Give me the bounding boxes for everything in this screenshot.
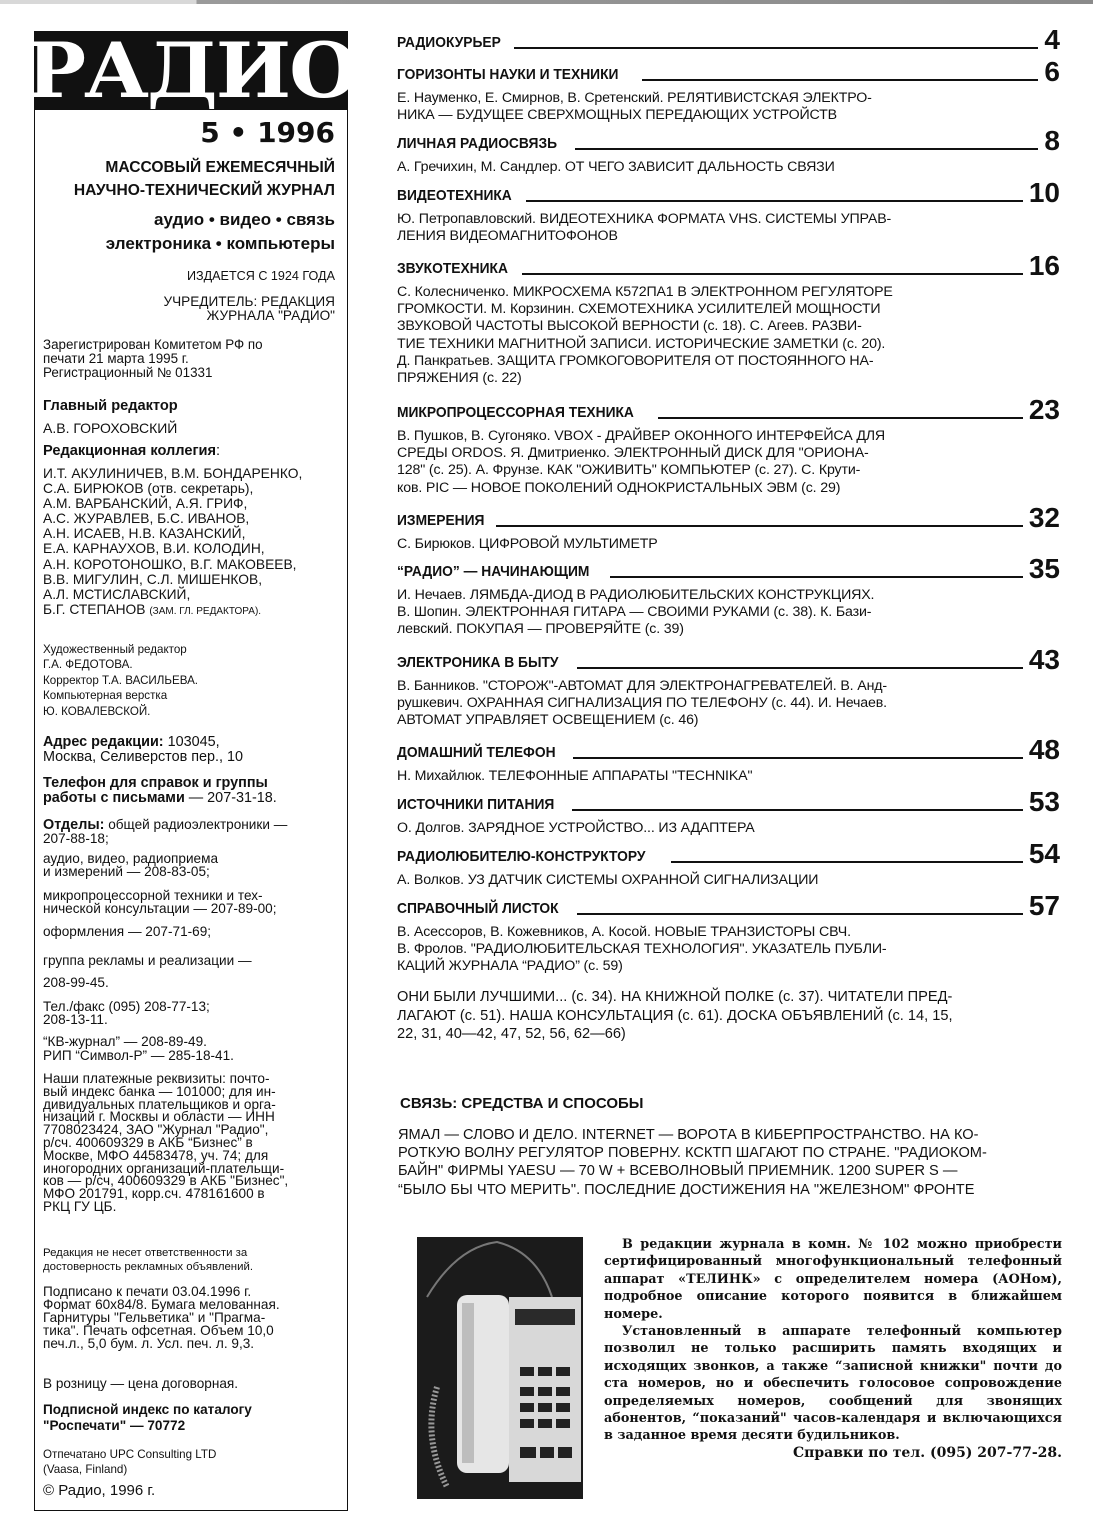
leader-line <box>526 200 1023 202</box>
section-page-number: 23 <box>1028 394 1060 425</box>
logo-text: РАДИО <box>25 26 357 115</box>
section-title: РАДИОЛЮБИТЕЛЮ-КОНСТРУКТОРУ <box>397 848 646 865</box>
departments-line <box>43 818 335 832</box>
toc-section-heading <box>397 24 1060 55</box>
telephone-icon <box>417 1237 583 1499</box>
print-info-line: тика". Печать офсетная. Объем 10,0 <box>43 1323 274 1338</box>
section-title: ВИДЕОТЕХНИКА <box>397 187 512 204</box>
payment-line: иногородних организаций-плательщи- <box>43 1160 285 1176</box>
telephone-photo <box>417 1237 583 1499</box>
board-member-name: Б.Г. СТЕПАНОВ <box>43 601 146 617</box>
ad-paragraph: В редакции журнала в комн. № 102 можно приобрести сертифицированный многофункциональный телефонный аппарат «ТЕЛИНК» с определителем номера (АОНом), подробное описание которого появится в ближайшем номере. <box>604 1237 1062 1322</box>
retail-price: В розницу — цена договорная. <box>43 1376 239 1391</box>
supplement-line: РОТКУЮ ВОЛНУ РЕГУЛЯТОР ПОВЕРНУ. КСКТП ШАГАЮТ ПО СТРАНЕ. "РАДИОКОМ- <box>398 1145 987 1162</box>
departments <box>43 818 335 845</box>
print-info <box>43 1285 335 1350</box>
section-title: ЗВУКОТЕХНИКА <box>397 260 508 277</box>
section-title: ГОРИЗОНТЫ НАУКИ И ТЕХНИКИ <box>397 66 619 83</box>
fax-line: 208-13-11. <box>43 1012 108 1027</box>
article-line: левский. ПОКУПАЯ — ПРОВЕРЯЙТЕ (с. 39) <box>397 621 684 638</box>
board-member: А.Л. МСТИСЛАВСКИЙ, <box>43 586 191 602</box>
toc-section-heading <box>397 553 1060 584</box>
print-info-line: печ.л., 5,0 бум. л. Усл. печ. л. 9,3. <box>43 1336 255 1351</box>
leader-line <box>642 79 1039 81</box>
departments-label: Отделы: <box>43 817 105 833</box>
kv-line: РИП “Символ-Р” — 285-18-41. <box>43 1048 234 1063</box>
department-mp <box>43 889 335 915</box>
board-member: И.Т. АКУЛИНИЧЕВ, В.М. БОНДАРЕНКО, <box>43 466 303 481</box>
registration-line: печати 21 марта 1995 г. <box>43 351 189 367</box>
issue-number: 5 • 1996 <box>200 116 335 149</box>
board-member: А.М. ВАРБАНСКИЙ, А.Я. ГРИФ, <box>43 496 248 512</box>
toc-section-heading <box>397 394 1060 425</box>
section-page-number: 16 <box>1028 250 1060 281</box>
board-member <box>43 602 335 619</box>
leader-line <box>575 148 1039 150</box>
supplement-line: “БЫЛО БЫ ЧТО МЕРИТЬ". ПОСЛЕДНИЕ ДОСТИЖЕНИЯ НА "ЖЕЛЕЗНОМ" ФРОНТЕ <box>398 1181 975 1198</box>
department-general: общей радиоэлектроники — <box>104 817 288 832</box>
payment-line: 7708023424, ЗАО "Журнал "Радио", <box>43 1122 269 1138</box>
toc-section-articles <box>397 820 997 837</box>
topics-line: электроника • компьютеры <box>105 234 335 253</box>
section-page-number: 57 <box>1028 890 1060 921</box>
section-page-number: 43 <box>1028 644 1060 675</box>
phone-info <box>43 776 335 806</box>
toc-section-articles <box>397 159 997 176</box>
staff-line: Ю. КОВАЛЕВСКОЙ. <box>43 704 151 718</box>
article-line: ГРОМКОСТИ. М. Корзинин. СХЕМОТЕХНИКА УСИЛИТЕЛЕЙ МОЩНОСТИ <box>397 301 881 318</box>
toc-section-articles <box>397 768 997 785</box>
phone-label: работы с письмами <box>43 790 185 806</box>
scan-edge <box>0 0 1093 4</box>
misc-line: ОНИ БЫЛИ ЛУЧШИМИ... (с. 34). НА КНИЖНОЙ ПОЛКЕ (с. 37). ЧИТАТЕЛИ ПРЕД- <box>397 989 953 1005</box>
subtitle-line: НАУЧНО-ТЕХНИЧЕСКИЙ ЖУРНАЛ <box>73 182 335 199</box>
print-info-line: Подписано к печати 03.04.1996 г. <box>43 1284 252 1299</box>
section-title: РАДИОКУРЬЕР <box>397 34 501 51</box>
article-line: ТИЕ ТЕХНИКИ МАГНИТНОЙ ЗАПИСИ. ИСТОРИЧЕСКИЕ ЗАМЕТКИ (с. 20). <box>397 335 886 352</box>
article-line: С. Колесниченко. МИКРОСХЕМА К572ПА1 В ЭЛЕКТРОННОМ РЕГУЛЯТОРЕ <box>397 284 893 300</box>
toc-section-articles <box>397 211 997 245</box>
supplement-line: БАЙН" ФИРМЫ YAESU — 70 W + ВСЕВОЛНОВЫЙ ПРИЕМНИК. 1200 SUPER S — <box>398 1163 958 1180</box>
copyright: © Радио, 1996 г. <box>43 1482 156 1499</box>
toc-section-heading <box>397 177 1060 208</box>
fax <box>43 1000 335 1026</box>
article-line: ков. PIC — НОВОЕ ПОКОЛЕНИЙ ОДНОКРИСТАЛЬНЫХ ЭВМ (с. 29) <box>397 479 841 496</box>
imprint-box <box>25 26 357 1511</box>
toc-section-articles <box>397 678 997 730</box>
topics <box>43 208 335 256</box>
phone-number: — 207-31-18. <box>184 790 277 806</box>
misc-line: ЛАГАЮТ (с. 51). НАША КОНСУЛЬТАЦИЯ (с. 61). ДОСКА ОБЪЯВЛЕНИЙ (с. 14, 15, <box>397 1007 953 1024</box>
toc-section-articles <box>397 284 997 387</box>
toc-section-heading <box>397 56 1060 87</box>
founder-line: УЧРЕДИТЕЛЬ: РЕДАКЦИЯ <box>163 294 335 309</box>
department-line: микропроцессорной техники и тех- <box>43 888 263 903</box>
section-page-number: 53 <box>1028 786 1060 817</box>
payment-line: низаций г. Москвы и области — ИНН <box>43 1109 275 1125</box>
leader-line <box>522 273 1023 275</box>
chief-editor: А.В. ГОРОХОВСКИЙ <box>43 420 178 436</box>
subscription-line: Подписной индекс по каталогу <box>43 1402 252 1417</box>
address <box>43 735 335 765</box>
toc-section-heading <box>397 125 1060 156</box>
leader-line <box>573 757 1023 759</box>
section-page-number: 35 <box>1028 553 1060 584</box>
supplement-line: ЯМАЛ — СЛОВО И ДЕЛО. INTERNET — ВОРОТА В КИБЕРПРОСТРАНСТВО. НА КО- <box>398 1127 979 1143</box>
registration <box>43 338 335 381</box>
kv-line: “КВ-журнал” — 208-89-49. <box>43 1034 207 1049</box>
topics-line: аудио • видео • связь <box>154 210 335 229</box>
printed-by-line: Отпечатано UPC Consulting LTD <box>43 1448 217 1461</box>
section-title: “РАДИО” — НАЧИНАЮЩИМ <box>397 563 590 580</box>
department-general-phone: 207-88-18; <box>43 831 109 846</box>
address-label: Адрес редакции: <box>43 734 164 750</box>
leader-line <box>658 417 1022 419</box>
board-label-colon: : <box>216 443 221 459</box>
department-line: нической консультации — 207-89-00; <box>43 901 277 916</box>
toc-section-heading <box>397 644 1060 675</box>
staff <box>43 642 335 719</box>
fax-line: Тел./факс (095) 208-77-13; <box>43 999 210 1014</box>
board-member: А.Н. ИСАЕВ, Н.В. КАЗАНСКИЙ, <box>43 526 246 542</box>
toc-section-articles <box>397 90 997 124</box>
section-page-number: 4 <box>1044 24 1060 55</box>
article-line: 128" (с. 25). А. Фрунзе. КАК "ОЖИВИТЬ" КОМПЬЮТЕР (с. 27). С. Крути- <box>397 462 861 479</box>
toc-section-heading <box>397 502 1060 533</box>
print-info-line: Формат 60х84/8. Бумага мелованная. <box>43 1297 280 1312</box>
article-line: Н. Михайлюк. ТЕЛЕФОННЫЕ АППАРАТЫ "TECHNIKA" <box>397 768 753 784</box>
payment-line: ков — р/сч, 400609329 в АКБ "Бизнес", <box>43 1173 289 1189</box>
address-line: Москва, Селиверстов пер., 10 <box>43 749 244 765</box>
article-line: А. Гречихин, М. Сандлер. ОТ ЧЕГО ЗАВИСИТ ДАЛЬНОСТЬ СВЯЗИ <box>397 159 835 175</box>
article-line: ЛЕНИЯ ВИДЕОМАГНИТОФОНОВ <box>397 228 618 245</box>
section-page-number: 10 <box>1028 177 1060 208</box>
subscription-line: "Роспечати" — 70772 <box>43 1417 186 1433</box>
article-line: НИКА — БУДУЩЕЕ СВЕРХМОЩНЫХ ПЕРЕДАЮЩИХ УСТРОЙСТВ <box>397 107 837 124</box>
article-line: ЗВУКОВОЙ ЧАСТОТЫ ВЫСОКОЙ ВЕРНОСТИ (с. 18). С. Агеев. РАЗВИ- <box>397 318 862 335</box>
staff-line: Корректор Т.А. ВАСИЛЬЕВА. <box>43 673 199 687</box>
printed-by-line: (Vaasa, Finland) <box>43 1463 128 1477</box>
department-ads <box>43 950 335 994</box>
payment-line: вый индекс банка — 101000; для ин- <box>43 1083 276 1099</box>
article-line: В. Асессоров, В. Кожевников, А. Косой. НОВЫЕ ТРАНЗИСТОРЫ СВЧ. <box>397 924 851 940</box>
staff-line: Художественный редактор <box>43 643 187 656</box>
editorial-board <box>43 466 335 619</box>
supplement-title: СВЯЗЬ: СРЕДСТВА И СПОСОБЫ <box>400 1095 644 1112</box>
department-line: и измерений — 208-83-05; <box>43 864 210 879</box>
phone-label: Телефон для справок и группы <box>43 775 268 791</box>
article-line: А. Волков. УЗ ДАТЧИК СИСТЕМЫ ОХРАННОЙ СИГНАЛИЗАЦИИ <box>397 872 819 888</box>
address-postcode: 103045, <box>163 734 220 750</box>
leader-line <box>577 913 1023 915</box>
misc-contents <box>397 988 1060 1044</box>
toc-section-heading <box>397 250 1060 281</box>
ad-contact: Справки по тел. (095) 207-77-28. <box>792 1444 1062 1461</box>
section-title: ЭЛЕКТРОНИКА В БЫТУ <box>397 654 559 671</box>
toc-section-articles <box>397 924 997 976</box>
leader-line <box>572 809 1023 811</box>
print-info-line: Гарнитуры "Гельветика" и "Прагма- <box>43 1310 266 1325</box>
board-member: В.В. МИГУЛИН, С.Л. МИШЕНКОВ, <box>43 571 263 587</box>
telephone-ad <box>604 1236 1062 1462</box>
disclaimer-line: достоверность рекламных объявлений. <box>43 1260 253 1273</box>
founder <box>43 295 335 322</box>
article-line: И. Нечаев. ЛЯМБДА-ДИОД В РАДИОЛЮБИТЕЛЬСКИХ КОНСТРУКЦИЯХ. <box>397 587 875 603</box>
toc-section-heading <box>397 734 1060 765</box>
leader-line <box>496 525 1023 527</box>
section-title: ЛИЧНАЯ РАДИОСВЯЗЬ <box>397 135 558 152</box>
subtitle-line: МАССОВЫЙ ЕЖЕМЕСЯЧНЫЙ <box>105 159 335 176</box>
leader-line <box>514 47 1039 49</box>
toc-section-articles <box>397 536 997 553</box>
subscription-index <box>43 1402 335 1433</box>
article-line: рушкевич. ОХРАННАЯ СИГНАЛИЗАЦИЯ ПО ТЕЛЕФОНУ (с. 44). И. Нечаев. <box>397 695 887 712</box>
department-design: оформления — 207-71-69; <box>43 924 212 939</box>
toc-section-articles <box>397 587 997 639</box>
magazine-logo <box>25 26 357 115</box>
article-line: С. Бирюков. ЦИФРОВОЙ МУЛЬТИМЕТР <box>397 536 658 552</box>
article-line: В. Пушков, В. Сугоняко. VBOX - ДРАЙВЕР ОКОННОГО ИНТЕРФЕЙСА ДЛЯ <box>397 428 886 444</box>
staff-line: Компьютерная верстка <box>43 689 168 703</box>
article-line: В. Шопин. ЭЛЕКТРОННАЯ ГИТАРА — СВОИМИ РУКАМИ (с. 38). К. Бази- <box>397 604 872 621</box>
payment-line: МФО 201791, корр.сч. 478161600 в <box>43 1186 265 1202</box>
toc-section-heading <box>397 890 1060 921</box>
board-member-note: (ЗАМ. ГЛ. РЕДАКТОРА). <box>149 605 262 617</box>
supplement-contents <box>398 1126 1062 1199</box>
section-title: СПРАВОЧНЫЙ ЛИСТОК <box>397 900 559 917</box>
phone-line <box>43 791 335 806</box>
payment-line: р/сч. 400609329 в АКБ “Бизнес” в <box>43 1134 253 1150</box>
article-line: В. Фролов. "РАДИОЛЮБИТЕЛЬСКАЯ ТЕХНОЛОГИЯ". УКАЗАТЕЛЬ ПУБЛИ- <box>397 941 887 958</box>
misc-line: 22, 31, 40—42, 47, 52, 56, 62—66) <box>397 1026 626 1043</box>
kv-journal <box>43 1035 335 1063</box>
disclaimer-line: Редакция не несет ответственности за <box>43 1247 248 1259</box>
board-label <box>43 444 335 458</box>
address-line <box>43 735 335 750</box>
board-member: А.Н. КОРОТОНОШКО, В.Г. МАКОВЕЕВ, <box>43 556 297 572</box>
section-title: ИЗМЕРЕНИЯ <box>397 512 485 529</box>
board-member: А.С. ЖУРАВЛЕВ, Б.С. ИВАНОВ, <box>43 511 250 527</box>
toc-section-heading <box>397 786 1060 817</box>
section-title: ДОМАШНИЙ ТЕЛЕФОН <box>397 744 556 761</box>
department-line: аудио, видео, радиоприема <box>43 851 218 866</box>
published-since: ИЗДАЕТСЯ С 1924 ГОДА <box>186 269 335 283</box>
section-page-number: 54 <box>1028 838 1060 869</box>
ad-paragraph: Установленный в аппарате телефонный компьютер позволил не только расширить память входящих и исходящих звонков, а также “записной книжки" почти до ста номеров, но и обеспечить голосовое сопровождение определяемых номеров, сообщений для звонящих абонентов, “показаний" часов-календаря и включающихся в заданное время десяти будильников. <box>604 1324 1062 1444</box>
toc-section-heading <box>397 838 1060 869</box>
section-page-number: 6 <box>1044 56 1060 87</box>
disclaimer <box>43 1247 335 1274</box>
registration-line: Зарегистрирован Комитетом РФ по <box>43 337 263 352</box>
payment-line: дивидуальных плательщиков и орга- <box>43 1096 276 1112</box>
section-page-number: 32 <box>1028 502 1060 533</box>
article-line: АВТОМАТ УПРАВЛЯЕТ ОСВЕЩЕНИЕМ (с. 46) <box>397 712 699 729</box>
department-line: 208-99-45. <box>43 975 109 990</box>
payment-line: Наши платежные реквизиты: почто- <box>43 1071 270 1086</box>
leader-line <box>671 861 1023 863</box>
printed-by <box>43 1447 335 1478</box>
board-member: Е.А. КАРНАУХОВ, В.И. КОЛОДИН, <box>43 541 265 557</box>
toc-section-articles <box>397 428 997 497</box>
payment-details <box>43 1073 335 1214</box>
department-av <box>43 852 335 878</box>
article-line: Ю. Петропавловский. ВИДЕОТЕХНИКА ФОРМАТА VHS. СИСТЕМЫ УПРАВ- <box>397 211 892 227</box>
board-label-text: Редакционная коллегия <box>43 443 217 459</box>
article-line: СРЕДЫ ORDOS. Я. Дмитриенко. ЭЛЕКТРОННЫЙ ДИСК ДЛЯ "ОРИОНА- <box>397 445 869 462</box>
article-line: Е. Науменко, Е. Смирнов, В. Сретенский. РЕЛЯТИВИСТСКАЯ ЭЛЕКТРО- <box>397 90 872 106</box>
toc-section-articles <box>397 872 997 889</box>
subtitle <box>43 156 335 202</box>
article-line: КАЦИЙ ЖУРНАЛА “РАДИО” (с. 59) <box>397 958 623 975</box>
staff-line: Г.А. ФЕДОТОВА. <box>43 658 133 672</box>
section-page-number: 48 <box>1028 734 1060 765</box>
payment-line: РКЦ ГУ ЦБ. <box>43 1198 117 1214</box>
leader-line <box>610 576 1023 578</box>
leader-line <box>577 667 1023 669</box>
section-title: ИСТОЧНИКИ ПИТАНИЯ <box>397 796 555 813</box>
article-line: О. Долгов. ЗАРЯДНОЕ УСТРОЙСТВО... ИЗ АДАПТЕРА <box>397 820 755 836</box>
section-page-number: 8 <box>1044 125 1060 156</box>
founder-line: ЖУРНАЛА "РАДИО" <box>206 307 335 323</box>
article-line: Д. Панкратьев. ЗАЩИТА ГРОМКОГОВОРИТЕЛЯ ОТ ПОСТОЯННОГО НА- <box>397 352 874 369</box>
department-line: группа рекламы и реализации — <box>43 953 252 968</box>
chief-editor-label: Главный редактор <box>43 398 178 414</box>
payment-line: Москве, МФО 44583478, уч. 74; для <box>43 1147 269 1163</box>
article-line: В. Банников. "СТОРОЖ"-АВТОМАТ ДЛЯ ЭЛЕКТРОНАГРЕВАТЕЛЕЙ. В. Анд- <box>397 678 887 694</box>
board-member: С.А. БИРЮКОВ (отв. секретарь), <box>43 481 254 497</box>
article-line: ПРЯЖЕНИЯ (с. 22) <box>397 370 522 387</box>
registration-line: Регистрационный № 01331 <box>43 365 213 381</box>
section-title: МИКРОПРОЦЕССОРНАЯ ТЕХНИКА <box>397 404 634 421</box>
